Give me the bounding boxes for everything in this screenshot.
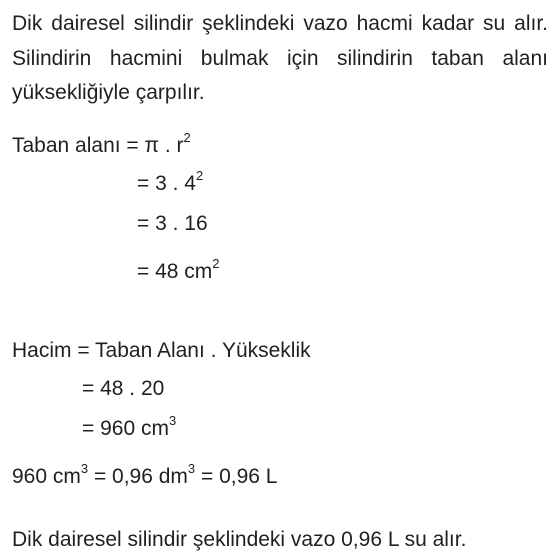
taban-step-result (137, 256, 220, 285)
conversion-liter: = 0,96 L (195, 465, 278, 488)
conversion-dm3: = 0,96 dm (88, 465, 188, 488)
taban-step-substitution-exponent: 2 (195, 168, 204, 183)
hacim-step-result-exponent: 3 (168, 413, 177, 428)
hacim-step-substitution (82, 376, 164, 402)
taban-step-substitution-text: = 3 . 4 (137, 172, 196, 195)
conclusion-sentence: Dik dairesel silindir şeklindeki vazo 0,96 L su alır. (12, 528, 467, 551)
taban-step-power-text: = 3 . 16 (137, 212, 208, 235)
taban-alani-exponent: 2 (183, 130, 191, 145)
taban-alani-label: Taban alanı = π . r (12, 134, 184, 157)
unit-conversion (12, 461, 278, 490)
conversion-cm3: 960 cm (12, 465, 81, 488)
conversion-cm3-exponent: 3 (80, 461, 89, 476)
taban-alani-formula (12, 130, 191, 159)
hacim-formula (12, 338, 311, 364)
taban-step-substitution (137, 168, 204, 197)
hacim-step-substitution-text: = 48 . 20 (82, 377, 165, 400)
taban-step-result-text: = 48 cm (137, 260, 213, 283)
hacim-formula-text: Hacim = Taban Alanı . Yükseklik (12, 339, 311, 362)
taban-step-result-exponent: 2 (212, 256, 220, 271)
hacim-step-result (82, 413, 177, 442)
conversion-dm3-exponent: 3 (187, 461, 196, 476)
hacim-step-result-text: = 960 cm (82, 417, 169, 440)
intro-paragraph: Dik dairesel silindir şeklindeki vazo hacmi kadar su alır. Silindirin hacmini bulmak için silindirin taban alanı yüksekliğiyle çarpılır. (12, 12, 548, 104)
taban-step-power (137, 211, 208, 237)
